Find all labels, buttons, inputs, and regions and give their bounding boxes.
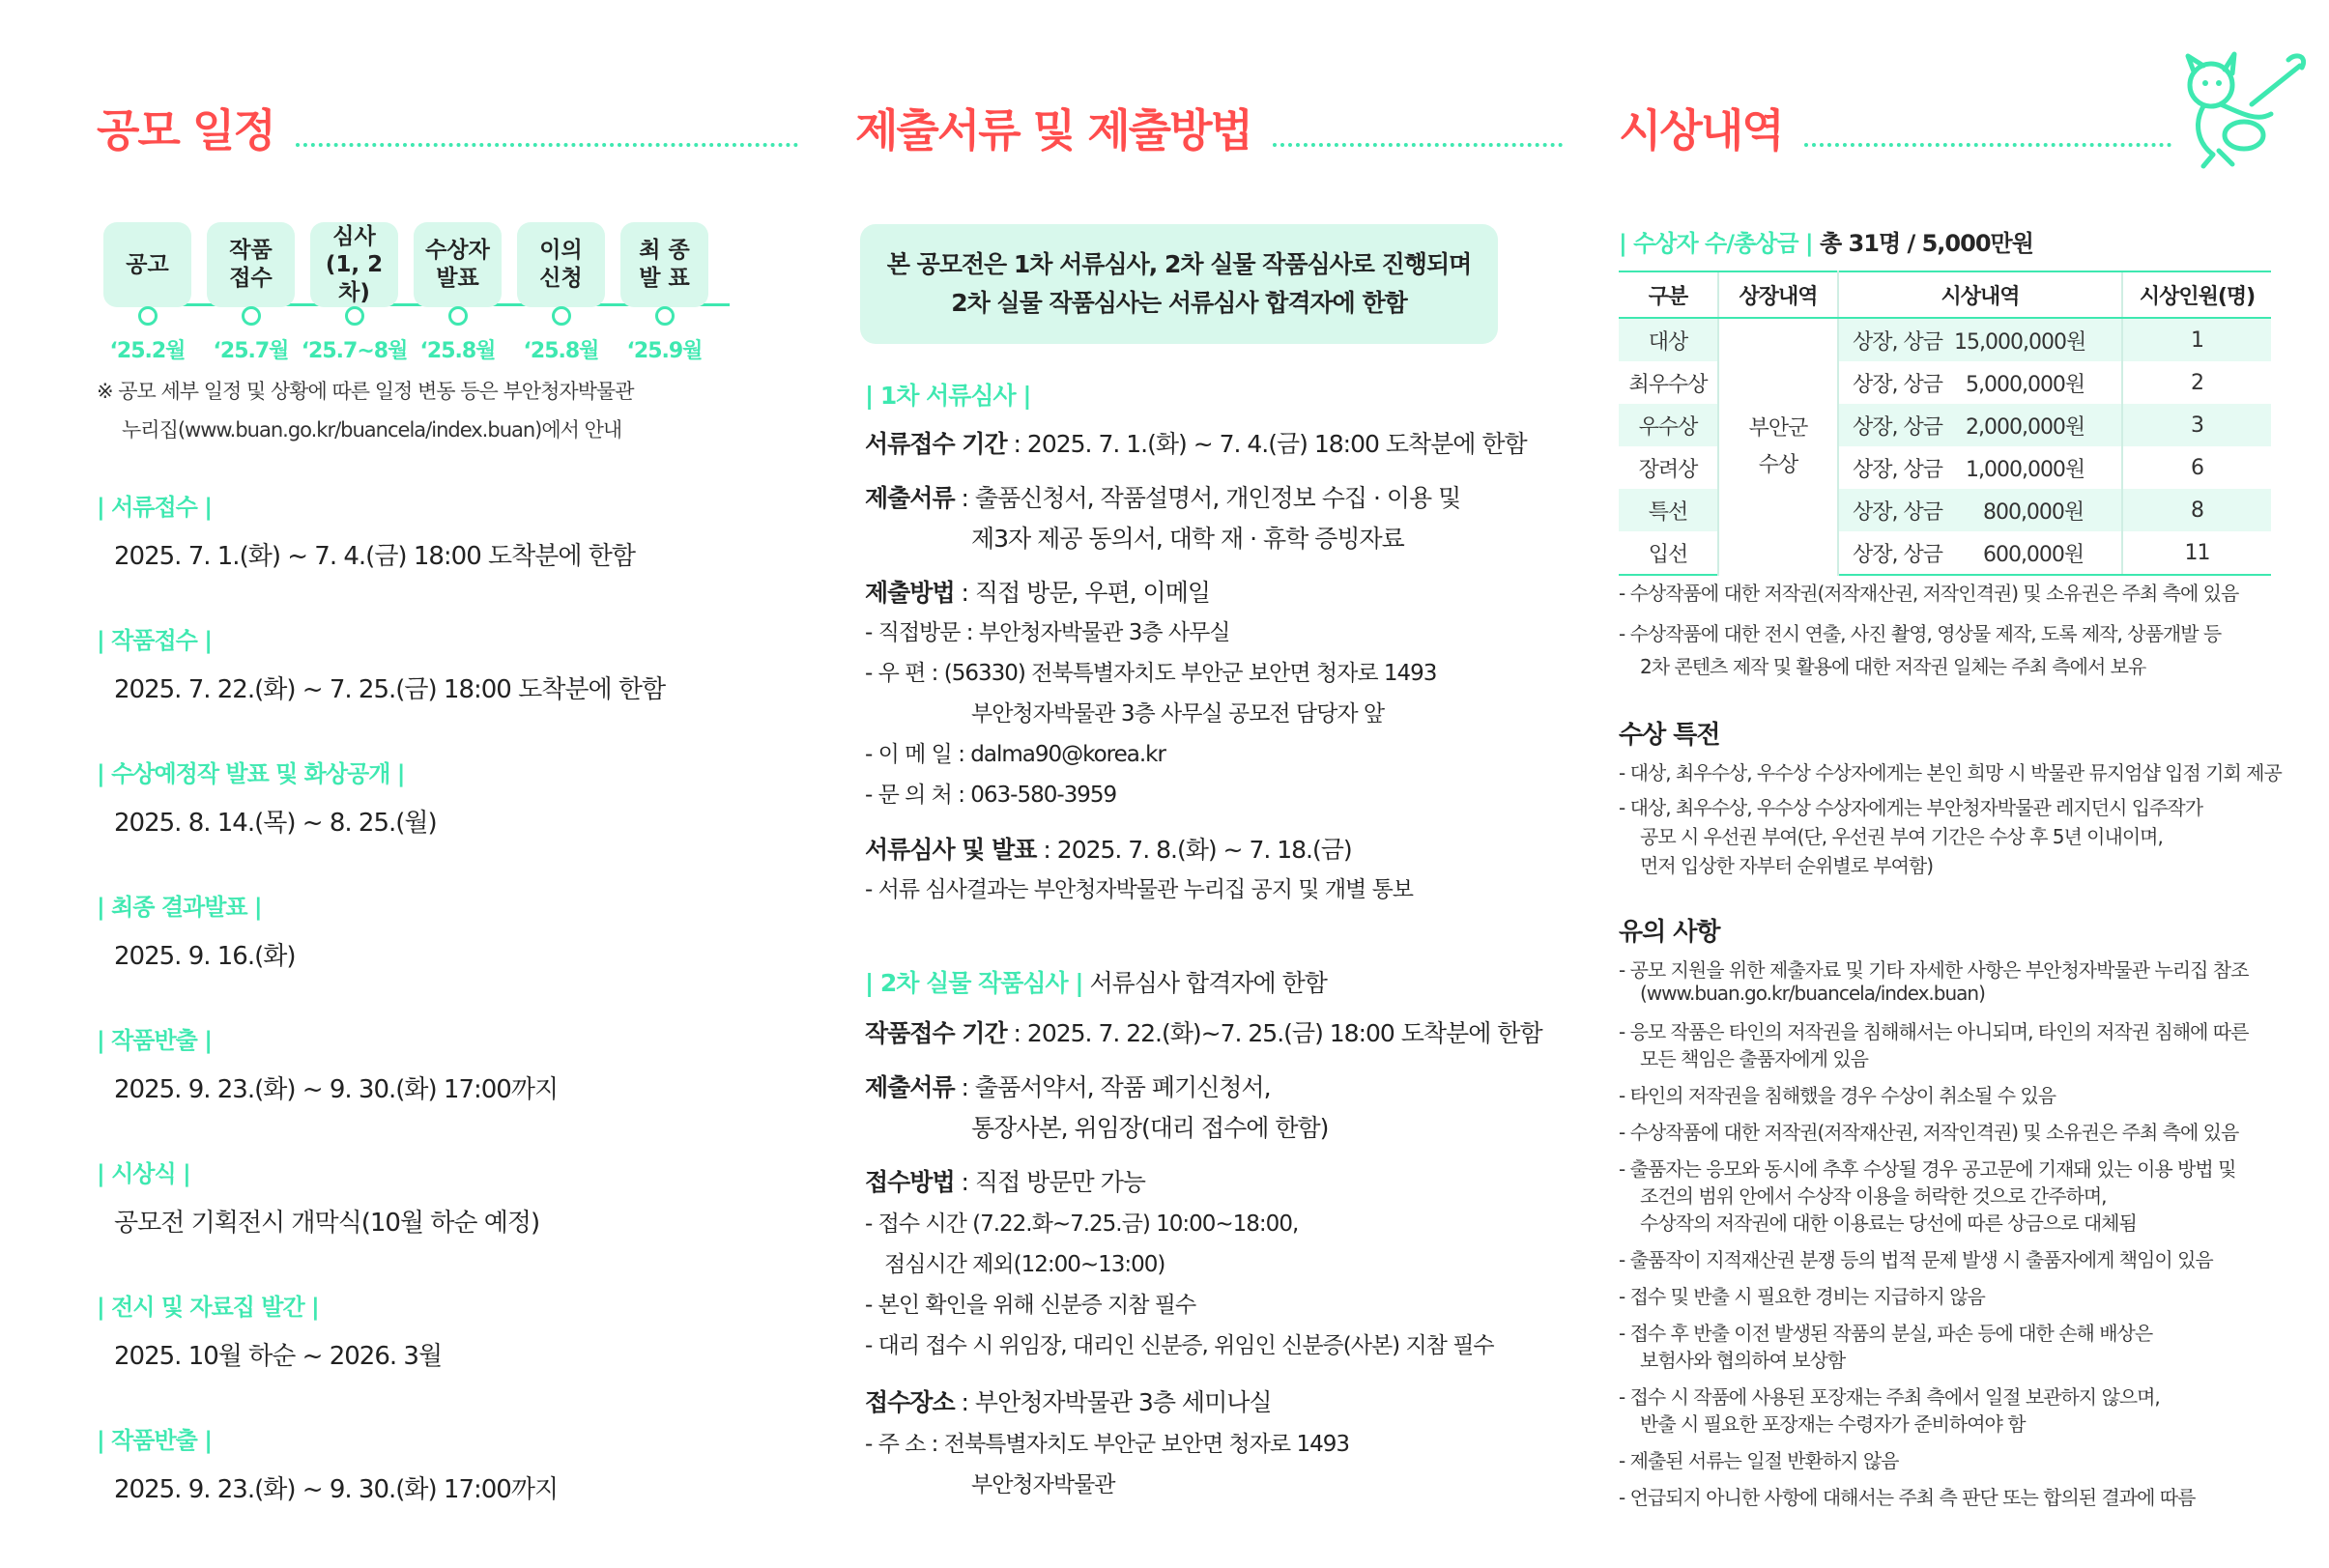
schedule-item-label: | 작품반출 | (97, 1427, 212, 1454)
caution-item-cont: (www.buan.go.kr/buancela/index.buan) (1640, 982, 1985, 1005)
benefit-item-cont: 공모 시 우선권 부여(단, 우선권 부여 기간은 수상 후 5년 이내이며, (1640, 825, 2163, 848)
first-method (865, 574, 1210, 609)
timeline-node (345, 306, 364, 326)
caution-item-cont: 조건의 범위 안에서 수상작 이용을 허락한 것으로 간주하며, (1640, 1184, 2107, 1208)
caution-title: 유의 사항 (1619, 918, 1720, 947)
caution-item: - 출품작이 지적재산권 분쟁 등의 법적 문제 발생 시 출품자에게 책임이 있음 (1619, 1248, 2213, 1271)
schedule-note-line: 누리집(www.buan.go.kr/buancela/index.buan)에서 안내 (122, 418, 622, 442)
schedule-title: 공모 일정 (97, 104, 274, 157)
title-divider (296, 143, 798, 147)
second-place (865, 1383, 1272, 1418)
timeline-step-label: 심사 (1, 2차) (310, 222, 398, 307)
timeline-step-date: ‘25.8월 (523, 339, 599, 363)
timeline-step-date: ‘25.8월 (419, 339, 496, 363)
prize-summary-label: | 수상자 수/총상금 | (1619, 230, 1813, 257)
benefit-title: 수상 특전 (1619, 721, 1720, 750)
timeline-step-label: 최 종 발 표 (620, 222, 708, 307)
title-divider (1273, 143, 1563, 147)
caution-item: - 접수 후 반출 이전 발생된 작품의 분실, 파손 등에 대한 손해 배상은 (1619, 1322, 2153, 1345)
table-row (1619, 446, 2271, 489)
caution-item: - 접수 및 반출 시 필요한 경비는 지급하지 않음 (1619, 1285, 1985, 1308)
schedule-item-value: 2025. 9. 23.(화) ~ 9. 30.(화) 17:00까지 (114, 1075, 559, 1104)
timeline-step (103, 222, 191, 364)
table-header-row (1619, 271, 2271, 318)
prize-summary-value: 총 31명 / 5,000만원 (1812, 230, 2033, 257)
first-docs-cont: 제3자 제공 동의서, 대학 재 · 휴학 증빙자료 (971, 525, 1404, 553)
table-row (1619, 489, 2271, 531)
second-address-cont: 부안청자박물관 (971, 1472, 1115, 1497)
potter-mascot-icon (2165, 46, 2310, 172)
first-result-value: : 2025. 7. 8.(화) ~ 7. 18.(금) (1036, 836, 1352, 864)
first-email: - 이 메 일 : dalma90@korea.kr (865, 742, 1165, 767)
schedule-item-label: | 서류접수 | (97, 494, 212, 521)
schedule-item-label: | 작품반출 | (97, 1027, 212, 1054)
schedule-item-value: 공모전 기획전시 개막식(10월 하순 예정) (114, 1209, 540, 1238)
table-header: 구분 (1619, 271, 1718, 318)
caution-item-cont: 수상작의 저작권에 대한 이용료는 당선에 따른 상금으로 대체됨 (1640, 1212, 2137, 1235)
first-docs (865, 479, 1460, 514)
documents-section-title (855, 104, 1563, 157)
schedule-item-value: 2025. 9. 23.(화) ~ 9. 30.(화) 17:00까지 (114, 1475, 559, 1504)
timeline-step-date: ‘25.2월 (109, 339, 186, 363)
prize-cell: 상장, 상금 800,000원 (1838, 489, 2122, 531)
count-cell: 3 (2122, 404, 2271, 446)
timeline-node (138, 306, 158, 326)
table-row (1619, 318, 2271, 361)
caution-item: - 공모 지원을 위한 제출자료 및 기타 자세한 사항은 부안청자박물관 누리집 참조 (1619, 958, 2249, 982)
second-method-value: : 직접 방문만 가능 (954, 1168, 1145, 1196)
title-divider (1804, 143, 2171, 147)
first-review-title: | 1차 서류심사 | (865, 382, 1031, 410)
second-review-label: | 2차 실물 작품심사 | (865, 969, 1083, 997)
schedule-item-label: | 수상예정작 발표 및 화상공개 | (97, 760, 405, 787)
second-place-label: 접수장소 (865, 1388, 955, 1416)
grade-cell: 입선 (1619, 531, 1718, 575)
schedule-item-value: 2025. 10월 하순 ~ 2026. 3월 (114, 1342, 443, 1371)
second-proxy: - 대리 접수 시 위임장, 대리인 신분증, 위임인 신분증(사본) 지참 필수 (865, 1333, 1494, 1358)
count-cell: 1 (2122, 318, 2271, 361)
schedule-item-value: 2025. 7. 22.(화) ~ 7. 25.(금) 18:00 도착분에 한함 (114, 675, 666, 704)
caution-item: - 타인의 저작권을 침해했을 경우 수상이 취소될 수 있음 (1619, 1084, 2056, 1107)
first-period (865, 425, 1527, 460)
caution-item: - 언급되지 아니한 사항에 대해서는 주최 측 판단 또는 합의된 결과에 따름 (1619, 1486, 2196, 1509)
timeline-step-label: 이의 신청 (517, 222, 605, 307)
count-cell: 6 (2122, 446, 2271, 489)
count-cell: 8 (2122, 489, 2271, 531)
timeline-node (552, 306, 571, 326)
review-notice-banner (860, 224, 1498, 344)
timeline-step-date: ‘25.7~8월 (301, 339, 408, 363)
first-method-value: : 직접 방문, 우편, 이메일 (954, 579, 1211, 607)
schedule-section-title (97, 104, 798, 157)
timeline-step-label: 작품 접수 (207, 222, 295, 307)
second-place-value: : 부안청자박물관 3층 세미나실 (954, 1388, 1272, 1416)
first-post-cont: 부안청자박물관 3층 사무실 공모전 담당자 앞 (971, 701, 1385, 727)
awards-section-title (1619, 104, 2171, 157)
grade-cell: 특선 (1619, 489, 1718, 531)
award-note: - 수상작품에 대한 저작권(저작재산권, 저작인격권) 및 소유권은 주최 측에 있음 (1619, 582, 2239, 605)
prize-cell: 상장, 상금 1,000,000원 (1853, 457, 2085, 482)
first-result (865, 831, 1352, 866)
table-row (1619, 531, 2271, 575)
table-header: 시상인원(명) (2122, 271, 2271, 318)
timeline-step (414, 222, 502, 364)
first-period-value: : 2025. 7. 1.(화) ~ 7. 4.(금) 18:00 도착분에 한함 (1006, 430, 1527, 458)
second-review-suffix: 서류심사 합격자에 한함 (1082, 969, 1327, 997)
benefit-item: - 대상, 최우수상, 우수상 수상자에게는 부안청자박물관 레지던시 입주작가 (1619, 796, 2203, 819)
table-header: 시상내역 (1838, 271, 2122, 318)
banner-line: 2차 실물 작품심사는 서류심사 합격자에 한함 (951, 289, 1407, 317)
timeline-node (242, 306, 261, 326)
second-method-label: 접수방법 (865, 1168, 955, 1196)
second-docs-value: : 출품서약서, 작품 폐기신청서, (954, 1073, 1271, 1101)
prize-cell: 상장, 상금 15,000,000원 (1838, 318, 2122, 361)
second-period-label: 작품접수 기간 (865, 1019, 1007, 1047)
first-docs-value: : 출품신청서, 작품설명서, 개인정보 수집 · 이용 및 (954, 484, 1461, 512)
schedule-item-label: | 작품접수 | (97, 627, 212, 654)
second-id: - 본인 확인을 위해 신분증 지참 필수 (865, 1293, 1196, 1318)
caution-item-cont: 모든 책임은 출품자에게 있음 (1640, 1047, 1868, 1070)
timeline-step (620, 222, 708, 364)
schedule-timeline (103, 222, 708, 364)
caution-item: - 출품자는 응모와 동시에 추후 수상될 경우 공고문에 기재돼 있는 이용 방법 및 (1619, 1157, 2236, 1181)
timeline-step-label: 수상자 발표 (414, 222, 502, 307)
prize-table (1619, 271, 2271, 576)
first-post: - 우 편 : (56330) 전북특별자치도 부안군 보안면 청자로 1493 (865, 661, 1437, 686)
benefit-item: - 대상, 최우수상, 우수상 수상자에게는 본인 희망 시 박물관 뮤지엄샵 입점 기회 제공 (1619, 761, 2282, 784)
prize-cell: 상장, 상금 600,000원 (1838, 531, 2122, 575)
timeline-step-date: ‘25.7월 (213, 339, 289, 363)
schedule-note (97, 372, 634, 449)
second-address: - 주 소 : 전북특별자치도 부안군 보안면 청자로 1493 (865, 1432, 1349, 1457)
count-cell: 11 (2122, 531, 2271, 575)
caution-item-cont: 보험사와 협의하여 보상함 (1640, 1349, 1846, 1372)
prize-cell: 상장, 상금 5,000,000원 (1853, 372, 2085, 397)
prize-cell: 상장, 상금 2,000,000원 (1838, 404, 2122, 446)
schedule-item-label: | 최종 결과발표 | (97, 894, 262, 921)
caution-item-cont: 반출 시 필요한 포장재는 수령자가 준비하여야 함 (1640, 1412, 2026, 1436)
benefit-item-cont: 먼저 입상한 자부터 순위별로 부여함) (1640, 854, 1934, 877)
documents-title: 제출서류 및 제출방법 (855, 104, 1251, 157)
grade-cell: 최우수상 (1628, 372, 1708, 397)
issuer-cell: 부안군 수상 (1718, 318, 1838, 575)
schedule-item-value: 2025. 7. 1.(화) ~ 7. 4.(금) 18:00 도착분에 한함 (114, 542, 635, 571)
prize-summary (1619, 224, 2033, 258)
awards-title: 시상내역 (1619, 104, 1783, 157)
timeline-step (207, 222, 295, 364)
second-docs (865, 1069, 1271, 1103)
timeline-step-date: ‘25.9월 (626, 339, 703, 363)
first-method-label: 제출방법 (865, 579, 955, 607)
schedule-item-value: 2025. 9. 16.(화) (114, 942, 296, 971)
table-row (1619, 361, 2271, 404)
first-visit: - 직접방문 : 부안청자박물관 3층 사무실 (865, 620, 1230, 645)
caution-item: - 접수 시 작품에 사용된 포장재는 주최 측에서 일절 보관하지 않으며, (1619, 1385, 2160, 1409)
schedule-item-label: | 전시 및 자료집 발간 | (97, 1294, 319, 1321)
second-time-cont: 점심시간 제외(12:00~13:00) (884, 1252, 1165, 1277)
grade-cell: 장려상 (1638, 457, 1698, 482)
first-phone: - 문 의 처 : 063-580-3959 (865, 783, 1117, 808)
first-docs-label: 제출서류 (865, 484, 955, 512)
second-period-value: : 2025. 7. 22.(화)~7. 25.(금) 18:00 도착분에 한함 (1006, 1019, 1542, 1047)
first-result-note: - 서류 심사결과는 부안청자박물관 누리집 공지 및 개별 통보 (865, 877, 1414, 902)
caution-item: - 제출된 서류는 일절 반환하지 않음 (1619, 1449, 1899, 1472)
caution-item: - 수상작품에 대한 저작권(저작재산권, 저작인격권) 및 소유권은 주최 측에 있음 (1619, 1121, 2239, 1144)
first-result-label: 서류심사 및 발표 (865, 836, 1037, 864)
grade-cell: 우수상 (1619, 404, 1718, 446)
timeline-node (448, 306, 468, 326)
second-review-title (865, 964, 1327, 999)
table-header: 상장내역 (1718, 271, 1838, 318)
banner-line: 본 공모전은 1차 서류심사, 2차 실물 작품심사로 진행되며 (886, 250, 1472, 278)
schedule-item-label: | 시상식 | (97, 1160, 190, 1187)
count-cell: 2 (2122, 361, 2271, 404)
timeline-step (517, 222, 605, 364)
second-time: - 접수 시간 (7.22.화~7.25.금) 10:00~18:00, (865, 1212, 1299, 1237)
second-docs-label: 제출서류 (865, 1073, 955, 1101)
second-period (865, 1014, 1542, 1049)
schedule-item-value: 2025. 8. 14.(목) ~ 8. 25.(월) (114, 809, 437, 838)
timeline-step (301, 222, 408, 364)
schedule-note-line: ※ 공모 세부 일정 및 상황에 따른 일정 변동 등은 부안청자박물관 (97, 380, 634, 403)
timeline-node (655, 306, 675, 326)
caution-item: - 응모 작품은 타인의 저작권을 침해해서는 아니되며, 타인의 저작권 침해에 따른 (1619, 1020, 2249, 1043)
award-note: - 수상작품에 대한 전시 연출, 사진 촬영, 영상물 제작, 도록 제작, 상품개발 등 (1619, 622, 2222, 645)
award-note-cont: 2차 콘텐츠 제작 및 활용에 대한 저작권 일체는 주최 측에서 보유 (1640, 655, 2146, 678)
timeline-step-label: 공고 (103, 222, 191, 307)
second-docs-cont: 통장사본, 위임장(대리 접수에 한함) (971, 1114, 1329, 1142)
table-row (1619, 404, 2271, 446)
second-method (865, 1163, 1145, 1198)
first-period-label: 서류접수 기간 (865, 430, 1007, 458)
grade-cell: 대상 (1619, 318, 1718, 361)
